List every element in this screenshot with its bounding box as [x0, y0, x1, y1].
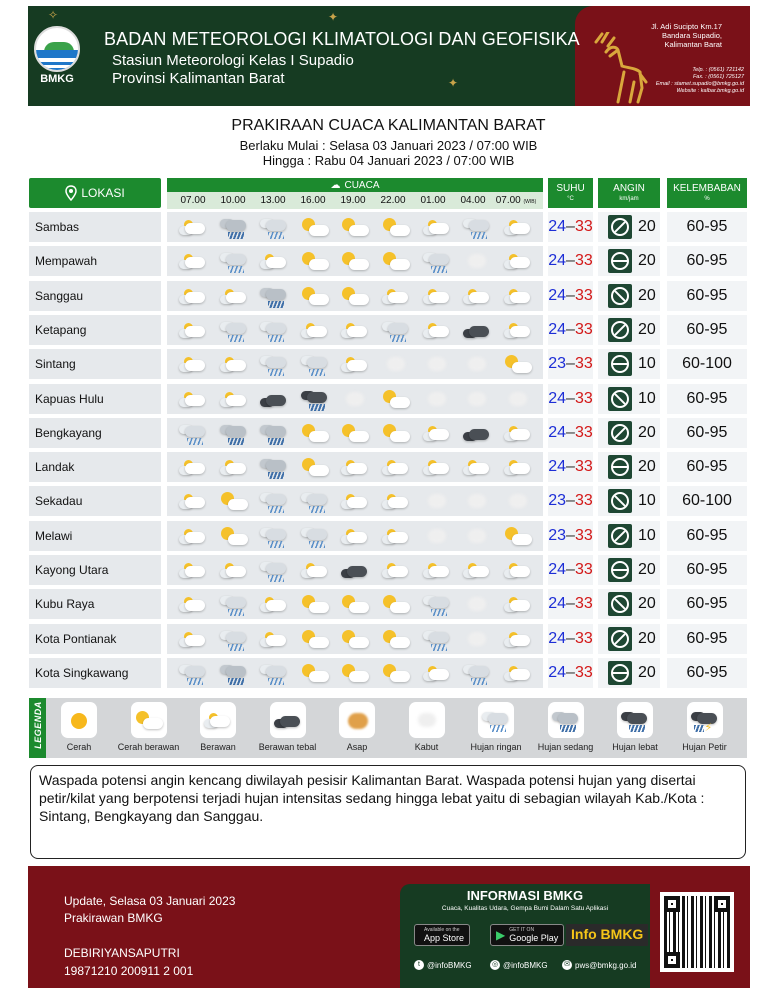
location-name: Mempawah	[29, 246, 161, 276]
kabut-icon	[460, 353, 494, 375]
berawan-icon	[420, 285, 454, 307]
berawan-icon	[298, 319, 332, 341]
cerah-berawan-icon	[501, 353, 535, 375]
berawan-icon	[201, 709, 235, 731]
cerah-berawan-icon	[338, 628, 372, 650]
info-subtitle: Cuaca, Kualitas Udara, Gempa Bumi Dalam Satu Aplikasi	[441, 905, 609, 912]
table-row	[0, 384, 777, 414]
cloud-icon: ☁	[330, 179, 341, 191]
humidity: 60-95	[667, 418, 747, 448]
wind: 20	[598, 452, 660, 482]
wind: 10	[598, 384, 660, 414]
time-label: 07.00 (WIB)	[495, 195, 537, 206]
bmkg-logo	[34, 26, 84, 86]
legend-item-berawan-tebal: Berawan tebal	[252, 700, 324, 756]
cerah-berawan-icon	[379, 662, 413, 684]
hujan-petir-icon: ⚡	[688, 709, 722, 731]
berawan-icon	[217, 456, 251, 478]
temperature: 24 – 33	[548, 212, 593, 242]
time-label: 19.00	[340, 195, 366, 206]
weather-cells	[167, 349, 543, 379]
kabut-icon	[338, 388, 372, 410]
hujan-ringan-icon	[298, 490, 332, 512]
address-block: Jl. Adi Sucipto Km.17 Bandara Supadio, Kalimantan Barat	[651, 22, 722, 49]
warning-box: Waspada potensi angin kencang diwilayah pesisir Kalimantan Barat. Waspada potensi hujan yang disertai petir/kilat yang berpotensi terjadi hujan intensitas sedang hingga lebat yaitu di sebagian wilayah Kab./Kota : Sintang, Bengkayang dan Sanggau.	[30, 765, 746, 859]
forecaster-label: Prakirawan BMKG	[64, 911, 163, 925]
legend-item-hujan-lebat: Hujan lebat	[599, 700, 671, 756]
hujan-ringan-icon	[257, 525, 291, 547]
wind: 20	[598, 658, 660, 688]
wind-direction-icon	[608, 661, 632, 685]
hujan-ringan-icon	[257, 662, 291, 684]
cerah-berawan-icon	[217, 490, 251, 512]
hujan-ringan-icon	[257, 353, 291, 375]
weather-cells	[167, 246, 543, 276]
kabut-icon	[460, 593, 494, 615]
berawan-icon	[501, 559, 535, 581]
cerah-berawan-icon	[298, 628, 332, 650]
wind-direction-icon	[608, 627, 632, 651]
hujan-sedang-icon	[217, 422, 251, 444]
hujan-ringan-icon	[217, 250, 251, 272]
time-label: 07.00	[180, 195, 206, 206]
kabut-icon	[420, 490, 454, 512]
time-label: 01.00	[420, 195, 446, 206]
berawan-icon	[217, 285, 251, 307]
cerah-berawan-icon	[379, 593, 413, 615]
berawan-icon	[501, 285, 535, 307]
time-label: 04.00	[460, 195, 486, 206]
cerah-berawan-icon	[379, 628, 413, 650]
hujan-ringan-icon	[460, 216, 494, 238]
snowflake-icon: ✦	[328, 10, 339, 24]
legend-item-hujan-petir: ⚡ Hujan Petir	[669, 700, 741, 756]
wind-direction-icon	[608, 284, 632, 308]
table-row	[0, 486, 777, 516]
location-name: Kubu Raya	[29, 589, 161, 619]
berawan-icon	[460, 285, 494, 307]
email-link[interactable]: ✉ pws@bmkg.go.id	[562, 960, 636, 970]
humidity: 60-95	[667, 281, 747, 311]
weather-cells	[167, 315, 543, 345]
footer	[28, 866, 750, 988]
berawan-icon	[176, 490, 210, 512]
berawan-icon	[217, 388, 251, 410]
weather-cells	[167, 658, 543, 688]
legend-item-hujan-ringan: Hujan ringan	[460, 700, 532, 756]
table-row	[0, 555, 777, 585]
wind: 20	[598, 281, 660, 311]
forecaster-nip: 19871210 200911 2 001	[64, 964, 194, 978]
table-row	[0, 452, 777, 482]
hujan-sedang-icon	[257, 422, 291, 444]
humidity: 60-95	[667, 589, 747, 619]
location-name: Kapuas Hulu	[29, 384, 161, 414]
hujan-ringan-icon	[217, 593, 251, 615]
temperature: 24 – 33	[548, 418, 593, 448]
wind: 20	[598, 418, 660, 448]
location-name: Sintang	[29, 349, 161, 379]
wind-direction-icon	[608, 592, 632, 616]
column-header-angin: ANGIN km/jam	[598, 178, 660, 208]
mail-icon: ✉	[562, 960, 572, 970]
reindeer-icon	[588, 32, 648, 104]
kabut-icon	[460, 250, 494, 272]
hujan-ringan-icon	[257, 216, 291, 238]
berawan-icon	[176, 319, 210, 341]
berawan-tebal-icon	[460, 319, 494, 341]
kabut-icon	[460, 628, 494, 650]
weather-cells	[167, 212, 543, 242]
cerah-berawan-icon	[338, 422, 372, 444]
temperature: 24 – 33	[548, 658, 593, 688]
cerah-berawan-icon	[298, 250, 332, 272]
legend-item-hujan-sedang: Hujan sedang	[530, 700, 602, 756]
hujan-ringan-icon	[257, 490, 291, 512]
cerah-berawan-icon	[338, 662, 372, 684]
berawan-icon	[217, 559, 251, 581]
twitter-icon: t	[414, 960, 424, 970]
hujan-ringan-icon	[257, 319, 291, 341]
temperature: 24 – 33	[548, 452, 593, 482]
humidity: 60-95	[667, 658, 747, 688]
hujan-ringan-icon	[176, 422, 210, 444]
hujan-sedang-icon	[217, 216, 251, 238]
wind-direction-icon	[608, 318, 632, 342]
berawan-tebal-icon	[257, 388, 291, 410]
berawan-icon	[217, 353, 251, 375]
table-row	[0, 418, 777, 448]
berawan-icon	[379, 525, 413, 547]
twitter-link[interactable]: t @infoBMKG	[414, 960, 472, 970]
snowflake-icon: ✧	[48, 8, 59, 22]
berawan-icon	[501, 422, 535, 444]
valid-from: Berlaku Mulai : Selasa 03 Januari 2023 / 07:00 WIB	[239, 138, 538, 153]
berawan-icon	[338, 456, 372, 478]
hujan-ringan-icon	[479, 709, 513, 731]
cerah-berawan-icon	[132, 709, 166, 731]
hujan-ringan-icon	[217, 628, 251, 650]
wind-direction-icon	[608, 387, 632, 411]
update-date: Update, Selasa 03 Januari 2023	[64, 894, 236, 908]
berawan-icon	[379, 285, 413, 307]
time-header-row	[167, 192, 543, 209]
weather-cells	[167, 486, 543, 516]
humidity: 60-95	[667, 555, 747, 585]
humidity: 60-95	[667, 384, 747, 414]
weather-cells	[167, 281, 543, 311]
header-banner	[28, 6, 750, 106]
info-bmkg-app[interactable]: Info BMKG	[566, 924, 648, 946]
wind-direction-icon	[608, 215, 632, 239]
berawan-icon	[379, 490, 413, 512]
cerah-berawan-icon	[298, 456, 332, 478]
wind-direction-icon	[608, 524, 632, 548]
cerah-berawan-icon	[338, 250, 372, 272]
wind: 20	[598, 246, 660, 276]
wind: 20	[598, 589, 660, 619]
kabut-icon	[460, 490, 494, 512]
play-icon: ▶	[496, 928, 506, 942]
wind-direction-icon	[608, 558, 632, 582]
hujan-ringan-icon	[176, 662, 210, 684]
cerah-berawan-icon	[501, 525, 535, 547]
legend-item-berawan: Berawan	[182, 700, 254, 756]
location-name: Kota Pontianak	[29, 624, 161, 654]
kabut-icon	[410, 709, 444, 731]
berawan-icon	[176, 216, 210, 238]
cerah-icon	[62, 709, 96, 731]
berawan-icon	[298, 559, 332, 581]
weather-cells	[167, 418, 543, 448]
berawan-icon	[176, 353, 210, 375]
location-name: Sekadau	[29, 486, 161, 516]
table-row	[0, 315, 777, 345]
kabut-icon	[420, 353, 454, 375]
info-title: INFORMASI BMKG	[466, 888, 584, 903]
berawan-icon	[460, 456, 494, 478]
asap-icon	[340, 709, 374, 731]
cerah-berawan-icon	[298, 593, 332, 615]
info-bmkg-panel	[400, 884, 650, 988]
qr-code[interactable]	[660, 892, 734, 972]
berawan-icon	[420, 559, 454, 581]
hujan-sedang-icon	[257, 285, 291, 307]
location-name: Sanggau	[29, 281, 161, 311]
cerah-berawan-icon	[338, 216, 372, 238]
cerah-berawan-icon	[379, 422, 413, 444]
humidity: 60-100	[667, 349, 747, 379]
app-store-badge[interactable]: Available on the App Store	[414, 924, 470, 946]
instagram-link[interactable]: ◎ @infoBMKG	[491, 960, 548, 970]
legend	[29, 698, 747, 758]
berawan-icon	[501, 319, 535, 341]
temperature: 23 – 33	[548, 521, 593, 551]
wind: 20	[598, 624, 660, 654]
berawan-tebal-icon	[271, 709, 305, 731]
kabut-icon	[460, 525, 494, 547]
snowflake-icon: ✦	[448, 76, 459, 90]
humidity: 60-95	[667, 624, 747, 654]
kabut-icon	[501, 490, 535, 512]
wind: 10	[598, 521, 660, 551]
table-row	[0, 281, 777, 311]
berawan-icon	[420, 456, 454, 478]
berawan-icon	[176, 250, 210, 272]
cerah-berawan-icon	[379, 216, 413, 238]
hujan-ringan-icon	[298, 353, 332, 375]
location-pin-icon	[65, 185, 77, 201]
berawan-icon	[460, 559, 494, 581]
berawan-icon	[176, 628, 210, 650]
berawan-icon	[338, 353, 372, 375]
cerah-berawan-icon	[379, 250, 413, 272]
temperature: 24 – 33	[548, 384, 593, 414]
province-name: Provinsi Kalimantan Barat	[112, 70, 285, 87]
berawan-icon	[338, 319, 372, 341]
humidity: 60-95	[667, 246, 747, 276]
cerah-berawan-icon	[338, 593, 372, 615]
station-name: Stasiun Meteorologi Kelas I Supadio	[112, 52, 354, 69]
instagram-icon: ◎	[491, 961, 499, 968]
table-row	[0, 589, 777, 619]
berawan-icon	[338, 490, 372, 512]
hujan-lebat-icon	[298, 388, 332, 410]
cerah-berawan-icon	[217, 525, 251, 547]
temperature: 24 – 33	[548, 589, 593, 619]
google-play-badge[interactable]: ▶ GET IT ON Google Play	[490, 924, 564, 946]
agency-name: BADAN METEOROLOGI KLIMATOLOGI DAN GEOFISIKA	[104, 29, 580, 49]
berawan-icon	[257, 628, 291, 650]
contact-block: Telp. : (0561) 721142 Fax. : (0561) 725127 Email : stamet.supadio@bmkg.go.id Website : kalbar.bmkg.go.id	[655, 67, 744, 94]
hujan-sedang-icon	[257, 456, 291, 478]
wind-direction-icon	[608, 455, 632, 479]
table-row	[0, 212, 777, 242]
kabut-icon	[420, 525, 454, 547]
wind: 10	[598, 349, 660, 379]
berawan-icon	[420, 216, 454, 238]
kabut-icon	[420, 388, 454, 410]
location-name: Kayong Utara	[29, 555, 161, 585]
page-title: PRAKIRAAN CUACA KALIMANTAN BARAT	[231, 117, 546, 134]
location-name: Ketapang	[29, 315, 161, 345]
hujan-ringan-icon	[420, 593, 454, 615]
wind: 20	[598, 212, 660, 242]
hujan-ringan-icon	[420, 250, 454, 272]
berawan-icon	[176, 285, 210, 307]
table-row	[0, 349, 777, 379]
time-label: 16.00	[300, 195, 326, 206]
hujan-ringan-icon	[420, 628, 454, 650]
humidity: 60-95	[667, 315, 747, 345]
temperature: 23 – 33	[548, 486, 593, 516]
kabut-icon	[460, 388, 494, 410]
legend-item-kabut: Kabut	[391, 700, 463, 756]
weather-cells	[167, 521, 543, 551]
berawan-icon	[257, 250, 291, 272]
logo-text: BMKG	[40, 73, 74, 85]
location-name: Kota Singkawang	[29, 658, 161, 688]
table-row	[0, 521, 777, 551]
weather-cells	[167, 624, 543, 654]
humidity: 60-95	[667, 452, 747, 482]
table-row	[0, 624, 777, 654]
hujan-sedang-icon	[217, 662, 251, 684]
berawan-icon	[379, 456, 413, 478]
hujan-ringan-icon	[298, 525, 332, 547]
legend-tab: LEGENDA	[29, 698, 46, 758]
berawan-icon	[176, 559, 210, 581]
temperature: 24 – 33	[548, 281, 593, 311]
berawan-icon	[176, 525, 210, 547]
hujan-ringan-icon	[257, 559, 291, 581]
weather-cells	[167, 452, 543, 482]
location-name: Melawi	[29, 521, 161, 551]
weather-cells	[167, 555, 543, 585]
berawan-icon	[420, 319, 454, 341]
time-label: 22.00	[380, 195, 406, 206]
berawan-icon	[257, 593, 291, 615]
berawan-icon	[379, 559, 413, 581]
hujan-ringan-icon	[217, 319, 251, 341]
location-name: Landak	[29, 452, 161, 482]
wind-direction-icon	[608, 421, 632, 445]
berawan-icon	[501, 250, 535, 272]
legend-item-asap: Asap	[321, 700, 393, 756]
berawan-icon	[501, 662, 535, 684]
wind: 20	[598, 555, 660, 585]
hujan-ringan-icon	[460, 662, 494, 684]
weather-cells	[167, 589, 543, 619]
wind-direction-icon	[608, 352, 632, 376]
cerah-berawan-icon	[298, 422, 332, 444]
temperature: 24 – 33	[548, 555, 593, 585]
temperature: 24 – 33	[548, 624, 593, 654]
table-row	[0, 246, 777, 276]
column-header-cuaca: ☁ CUACA	[167, 178, 543, 192]
wind: 20	[598, 315, 660, 345]
berawan-icon	[420, 422, 454, 444]
weather-cells	[167, 384, 543, 414]
wind: 10	[598, 486, 660, 516]
temperature: 24 – 33	[548, 246, 593, 276]
table-row	[0, 658, 777, 688]
berawan-tebal-icon	[460, 422, 494, 444]
hujan-ringan-icon	[379, 319, 413, 341]
berawan-icon	[176, 456, 210, 478]
humidity: 60-95	[667, 521, 747, 551]
humidity: 60-100	[667, 486, 747, 516]
column-header-lokasi: LOKASI	[29, 178, 161, 208]
cerah-berawan-icon	[298, 216, 332, 238]
berawan-icon	[501, 456, 535, 478]
valid-to: Hingga : Rabu 04 Januari 2023 / 07:00 WIB	[262, 153, 515, 168]
hujan-sedang-icon	[549, 709, 583, 731]
kabut-icon	[501, 388, 535, 410]
berawan-icon	[420, 662, 454, 684]
kabut-icon	[379, 353, 413, 375]
column-header-kelembaban: KELEMBABAN %	[667, 178, 747, 208]
wind-direction-icon	[608, 489, 632, 513]
time-label: 13.00	[260, 195, 286, 206]
berawan-icon	[338, 525, 372, 547]
time-label: 10.00	[220, 195, 246, 206]
humidity: 60-95	[667, 212, 747, 242]
cerah-berawan-icon	[298, 285, 332, 307]
cerah-berawan-icon	[338, 285, 372, 307]
location-name: Bengkayang	[29, 418, 161, 448]
cerah-berawan-icon	[379, 388, 413, 410]
temperature: 24 – 33	[548, 315, 593, 345]
wind-direction-icon	[608, 249, 632, 273]
legend-item-cerah: Cerah	[43, 700, 115, 756]
berawan-icon	[176, 388, 210, 410]
berawan-icon	[176, 593, 210, 615]
location-name: Sambas	[29, 212, 161, 242]
legend-item-cerah-berawan: Cerah berawan	[113, 700, 185, 756]
berawan-tebal-icon	[338, 559, 372, 581]
forecaster-name: DEBIRIYANSAPUTRI	[64, 946, 180, 960]
cerah-berawan-icon	[298, 662, 332, 684]
hujan-lebat-icon	[618, 709, 652, 731]
berawan-icon	[501, 628, 535, 650]
berawan-icon	[501, 216, 535, 238]
temperature: 23 – 33	[548, 349, 593, 379]
column-header-suhu: SUHU °C	[548, 178, 593, 208]
berawan-icon	[501, 593, 535, 615]
